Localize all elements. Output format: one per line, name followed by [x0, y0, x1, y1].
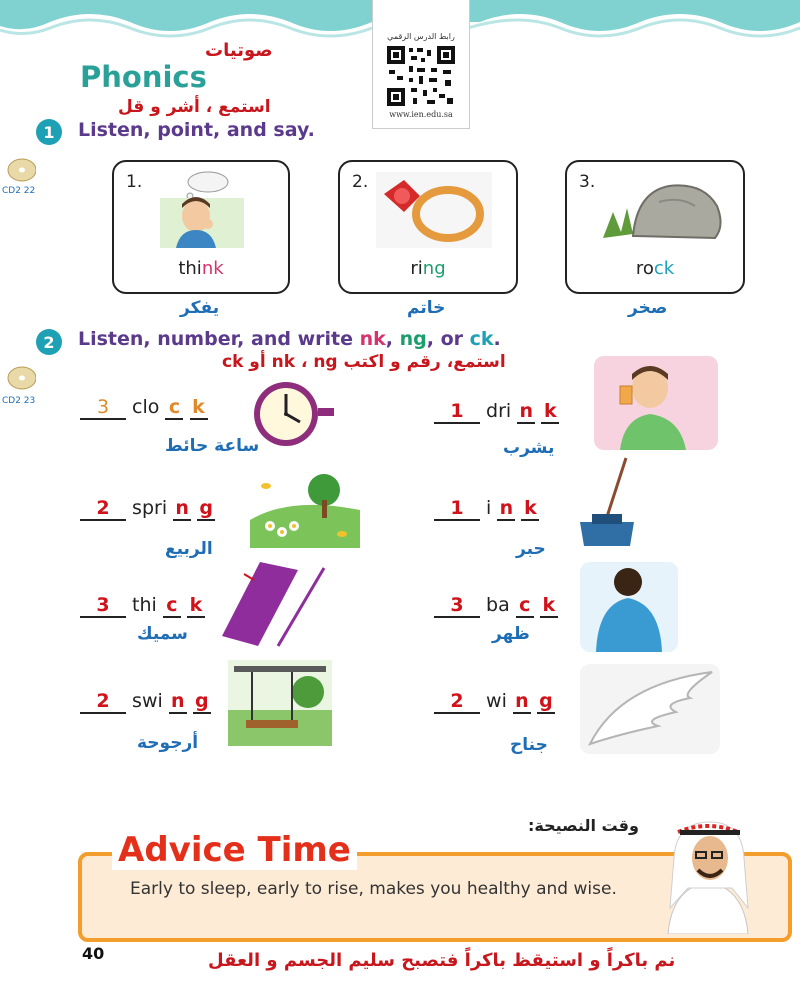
- letter-blank[interactable]: n: [517, 400, 535, 424]
- section2-number: 2: [36, 329, 62, 355]
- answer-number-field[interactable]: 2: [434, 690, 480, 714]
- card-word: ring: [410, 258, 446, 279]
- letter-blank[interactable]: g: [537, 690, 555, 714]
- letter-blank[interactable]: k: [521, 497, 539, 521]
- teacher-avatar-icon: [648, 818, 768, 934]
- letter-blank[interactable]: n: [513, 690, 531, 714]
- answer-number-field[interactable]: 3: [434, 594, 480, 618]
- letter-blank[interactable]: n: [169, 690, 187, 714]
- answer-number-field[interactable]: 2: [80, 497, 126, 521]
- cd-audio-icon[interactable]: [0, 158, 36, 182]
- advice-text: Early to sleep, early to rise, makes you healthy and wise.: [130, 879, 617, 899]
- item-translation: ساعة حائط: [165, 436, 260, 456]
- card-number: 1.: [126, 172, 143, 192]
- phonics-card-think: [112, 160, 290, 294]
- section1-instruction: Listen, point, and say.: [78, 119, 315, 141]
- letter-blank[interactable]: k: [190, 396, 208, 420]
- advice-title: Advice Time: [112, 830, 357, 870]
- section2-instruction: Listen, number, and write nk, ng, or ck.: [78, 328, 501, 350]
- letter-blank[interactable]: c: [165, 396, 183, 420]
- letter-blank[interactable]: k: [187, 594, 205, 618]
- letter-blank[interactable]: n: [497, 497, 515, 521]
- letter-blank[interactable]: k: [541, 400, 559, 424]
- swing-icon: [228, 660, 332, 746]
- rock-icon: [599, 172, 729, 242]
- thick-thin-icon: [220, 560, 340, 650]
- item-translation: ظهر: [492, 624, 530, 644]
- letter-blank[interactable]: c: [516, 594, 534, 618]
- cd-track-label: CD2 23: [2, 396, 36, 406]
- answer-number-field[interactable]: 3: [80, 396, 126, 420]
- cd-audio-icon[interactable]: [0, 366, 36, 390]
- letter-blank[interactable]: k: [540, 594, 558, 618]
- section2-instruction-arabic: استمع، رقم و اكتب nk ، ng أو ck: [222, 352, 506, 372]
- ink-icon: [574, 456, 640, 552]
- item-translation: يشرب: [503, 438, 555, 458]
- exercise-item-wing: 2 wi n g: [434, 690, 555, 714]
- advice-label-arabic: وقت النصيحة:: [528, 816, 639, 835]
- card-word: think: [178, 258, 224, 279]
- thinking-boy-icon: [160, 168, 244, 248]
- title-arabic: صوتيات: [205, 40, 273, 61]
- answer-number-field[interactable]: 3: [80, 594, 126, 618]
- item-translation: الربيع: [165, 539, 213, 559]
- back-icon: [580, 562, 678, 652]
- exercise-item-clock: 3 clo c k: [80, 396, 208, 420]
- qr-url: www.ien.edu.sa: [389, 110, 453, 119]
- wing-icon: [580, 664, 720, 754]
- exercise-item-ink: 1 i n k: [434, 497, 539, 521]
- advice-translation-arabic: نم باكراً و استيقظ باكراً فتصبح سليم الجسم و العقل: [208, 950, 676, 971]
- card-translation: صخر: [628, 298, 668, 318]
- section1-number: 1: [36, 119, 62, 145]
- item-translation: جناح: [510, 735, 548, 755]
- cd-track-label: CD2 22: [2, 186, 36, 196]
- letter-blank[interactable]: n: [173, 497, 191, 521]
- page-title: Phonics: [80, 60, 207, 94]
- card-word: rock: [635, 258, 675, 279]
- page-number: 40: [82, 944, 105, 963]
- answer-number-field[interactable]: 1: [434, 497, 480, 521]
- card-number: 2.: [352, 172, 369, 192]
- phonics-card-ring: [338, 160, 518, 294]
- item-translation: سميك: [137, 624, 188, 644]
- section1-instruction-arabic: استمع ، أشر و قل: [118, 97, 271, 117]
- exercise-item-swing: 2 swi n g: [80, 690, 211, 714]
- qr-code-panel: [372, 0, 470, 129]
- item-translation: أرجوحة: [137, 733, 199, 753]
- qr-code-icon[interactable]: [387, 46, 455, 106]
- card-translation: يفكر: [180, 298, 220, 318]
- phonics-card-rock: [565, 160, 745, 294]
- card-number: 3.: [579, 172, 596, 192]
- ring-icon: [376, 172, 492, 248]
- letter-blank[interactable]: c: [163, 594, 181, 618]
- item-translation: حبر: [516, 539, 546, 559]
- drinking-boy-icon: [594, 356, 718, 450]
- answer-number-field[interactable]: 2: [80, 690, 126, 714]
- qr-title: رابط الدرس الرقمي: [387, 32, 455, 41]
- exercise-item-drink: 1 dri n k: [434, 400, 559, 424]
- exercise-item-back: 3 ba c k: [434, 594, 558, 618]
- letter-blank[interactable]: g: [193, 690, 211, 714]
- exercise-item-thick: 3 thi c k: [80, 594, 205, 618]
- card-translation: خاتم: [407, 298, 446, 318]
- letter-blank[interactable]: g: [197, 497, 215, 521]
- spring-icon: [250, 470, 360, 548]
- exercise-item-spring: 2 spri n g: [80, 497, 215, 521]
- answer-number-field[interactable]: 1: [434, 400, 480, 424]
